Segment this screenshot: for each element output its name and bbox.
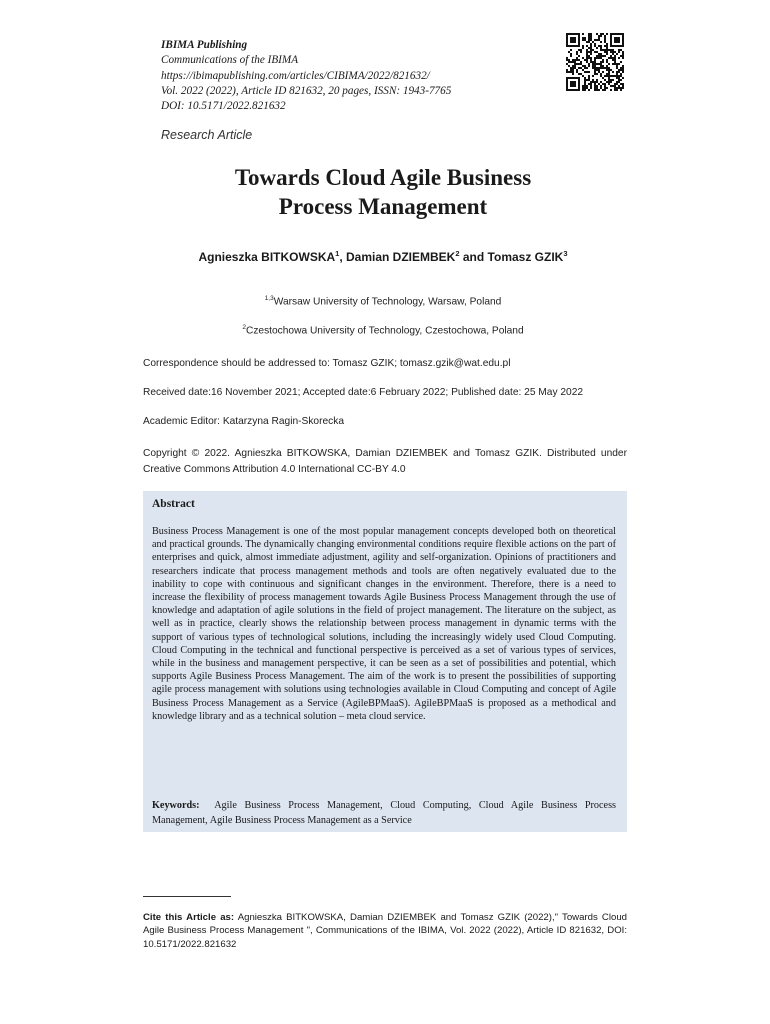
affiliation-sup: 2 bbox=[242, 324, 246, 331]
author-name: Tomasz GZIK bbox=[487, 250, 564, 264]
abstract-heading: Abstract bbox=[152, 498, 195, 510]
academic-editor: Academic Editor: Katarzyna Ragin-Skorecka bbox=[143, 416, 345, 427]
article-type: Research Article bbox=[161, 128, 253, 142]
correspondence: Correspondence should be addressed to: Tomasz GZIK; tomasz.gzik@wat.edu.pl bbox=[143, 358, 511, 369]
affiliation-text: Czestochowa University of Technology, Czestochowa, Poland bbox=[245, 325, 524, 337]
affiliation-sup: 1,3 bbox=[264, 295, 274, 302]
affiliation bbox=[0, 324, 766, 336]
abstract-box bbox=[143, 491, 627, 832]
citation bbox=[143, 911, 627, 951]
author-affil-sup: 2 bbox=[455, 249, 460, 258]
citation-label: Cite this Article as: bbox=[143, 912, 235, 923]
article-url[interactable]: https://ibimapublishing.com/articles/CIBIMA/2022/821632/ bbox=[161, 69, 430, 82]
author-affil-sup: 3 bbox=[563, 249, 568, 258]
paper-title bbox=[0, 163, 766, 221]
doi: DOI: 10.5171/2022.821632 bbox=[161, 100, 286, 113]
citation-text: Agnieszka BITKOWSKA, Damian DZIEMBEK and Tomasz GZIK (2022)," Towards Cloud Agile Business Process Management ", Communications of the IBIMA, Vol. 2022 (2022), Article ID 821632, DOI: 10.5171/2022.821632 bbox=[143, 912, 627, 950]
title-line-1: Towards Cloud Agile Business bbox=[234, 165, 532, 190]
author-name: Agnieszka BITKOWSKA bbox=[198, 250, 336, 264]
title-line-2: Process Management bbox=[278, 194, 488, 219]
affiliation-text: Warsaw University of Technology, Warsaw, Poland bbox=[273, 296, 502, 308]
keywords-text: Agile Business Process Management, Cloud Computing, Cloud Agile Business Process Management, Agile Business Process Management as a Service bbox=[152, 800, 616, 826]
journal-header bbox=[161, 38, 541, 114]
author-separator: and bbox=[459, 250, 488, 264]
volume-info: Vol. 2022 (2022), Article ID 821632, 20 pages, ISSN: 1943-7765 bbox=[161, 84, 452, 97]
qr-code-icon bbox=[566, 33, 624, 91]
affiliation bbox=[0, 295, 766, 307]
footnote-divider bbox=[143, 896, 231, 897]
abstract-text: Business Process Management is one of the most popular management concepts developed both on theoretical and practical grounds. The dynamically changing environmental conditions require flexible actions on the part of enterprises and quick, almost immediate adjustment, agility and self-organization. Opinions of practitioners and researchers indicate that process management methods and tools are often negatively evaluated due to the inability to cope with continuous and significant changes in the environment. Therefore, there is a need to increase the flexibility of process management towards Agile Business Process Management through the use of knowledge and adaptation of agile solutions in the field of project management. The literature on the subject, as well as in practice, clearly shows the relationship between process management in dynamic terms with the support of various types of technological solutions, including the increasingly widely used Cloud Computing. Cloud Computing in the technical and functional perspective is perceived as a set of various types of services, while in the business and management perspective, it can be seen as a set of possibilities and potential, which supports Agile Business Process Management. The aim of the work is to present the possibilities of supporting agile process management with solutions using technologies available in Cloud Computing and concept of Agile Business Process Management as a Service (AgileBPMaaS). AgileBPMaaS is proposed as a methodical and knowledge library and as a technical solution – meta cloud service. bbox=[152, 526, 616, 722]
journal-name: Communications of the IBIMA bbox=[161, 54, 299, 67]
author-list bbox=[0, 249, 766, 264]
keywords-label: Keywords: bbox=[152, 800, 200, 811]
publisher-name: IBIMA Publishing bbox=[161, 39, 248, 51]
author-name: Damian DZIEMBEK bbox=[346, 250, 456, 264]
author-affil-sup: 1 bbox=[335, 249, 340, 258]
copyright-notice: Copyright © 2022. Agnieszka BITKOWSKA, Damian DZIEMBEK and Tomasz GZIK. Distributed under Creative Commons Attribution 4.0 International CC-BY 4.0 bbox=[143, 448, 627, 475]
author-separator: , bbox=[339, 250, 346, 264]
keywords bbox=[152, 799, 616, 828]
publication-dates: Received date:16 November 2021; Accepted date:6 February 2022; Published date: 25 May 2022 bbox=[143, 387, 584, 398]
